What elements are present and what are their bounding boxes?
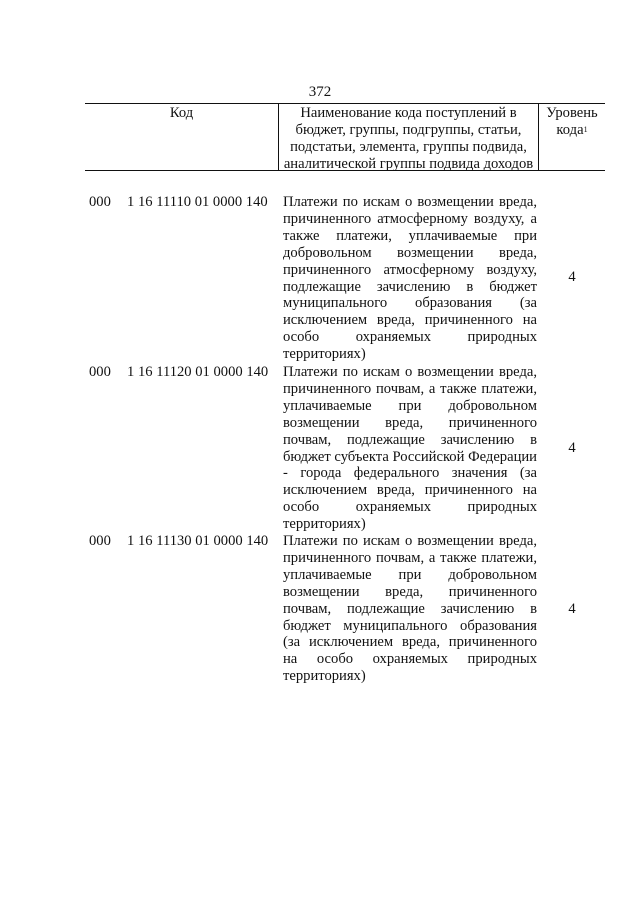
row-prefix: 000 [89, 533, 111, 549]
table-header [85, 103, 605, 171]
header-level-footnote: 1 [583, 125, 588, 134]
row-level: 4 [568, 269, 576, 285]
row-prefix: 000 [89, 364, 111, 380]
header-level [539, 104, 605, 170]
row-description: Платежи по искам о возмещении вреда, причиненного почвам, а также платежи, уплачиваемые при добровольном возмещении вреда, причиненного почвам, подлежащие зачислению в бюджет муниципального образования (за исключением вреда, причиненного на особо охраняемых природных территориях) [283, 533, 537, 685]
row-description: Платежи по искам о возмещении вреда, причиненного атмосферному воздуху, а также платежи, уплачиваемые при добровольном возмещении вреда, причиненного атмосферному воздуху, подлежащие зачислению в бюджет муниципального образования (за исключением вреда, причиненного на особо охраняемых природных территориях) [283, 194, 537, 363]
header-name: Наименование кода поступлений в бюджет, группы, подгруппы, статьи, подстатьи, элемента, группы подвида, аналитической группы подвида доходов [279, 104, 539, 170]
header-code: Код [85, 104, 279, 170]
row-code: 1 16 11120 01 0000 140 [127, 364, 269, 380]
row-level: 4 [568, 601, 576, 617]
row-description: Платежи по искам о возмещении вреда, причиненного почвам, а также платежи, уплачиваемые при добровольном возмещении вреда, причиненного почвам, подлежащие зачислению в бюджет субъекта Российской Федерации - города федерального значения (за исключением вреда, причиненного на особо охраняемых природных территориях) [283, 364, 537, 533]
row-code: 1 16 11130 01 0000 140 [127, 533, 269, 549]
row-code: 1 16 11110 01 0000 140 [127, 194, 268, 210]
row-prefix: 000 [89, 194, 111, 210]
page-number: 372 [308, 84, 332, 100]
row-level: 4 [568, 440, 576, 456]
header-level-label: Уровень кода [546, 105, 598, 138]
